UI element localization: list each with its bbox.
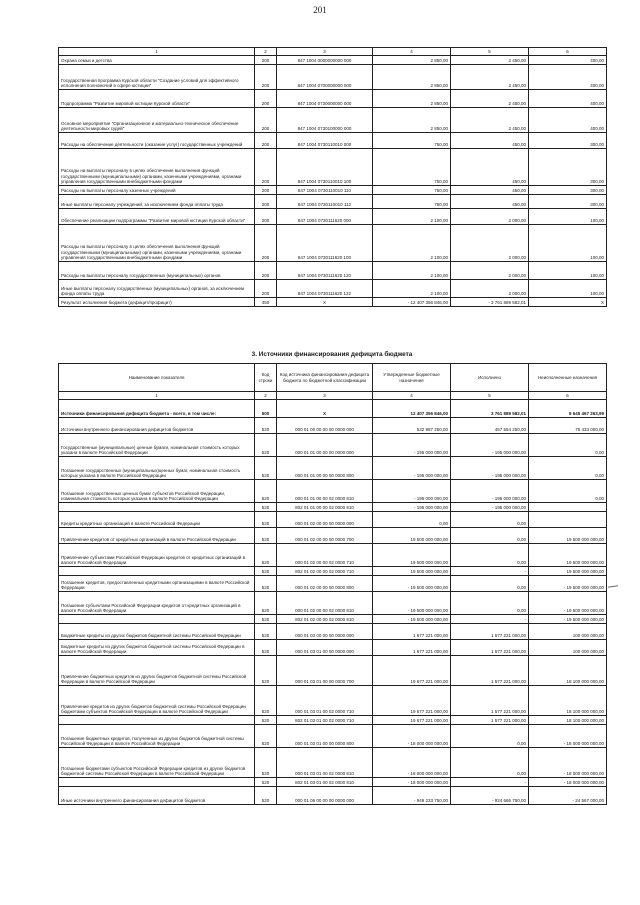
row-code: 520 <box>255 503 277 512</box>
column-header: Исполнено <box>451 364 529 392</box>
row-executed: 450,00 <box>451 133 529 149</box>
row-approved: 2 100,00 <box>373 280 451 298</box>
row-name: Иные источники внутреннего финансирования дефицитов бюджетов <box>59 787 255 805</box>
row-unexecuted: 100,00 <box>529 262 607 280</box>
row-class-code: 847 1004 0730110010 112 <box>277 195 373 209</box>
row-executed: - 924 666 750,00 <box>451 787 529 805</box>
row-code: 200 <box>255 108 277 133</box>
row-class-code: 847 1004 0730100000 000 <box>277 108 373 133</box>
row-executed: 2 450,00 <box>451 90 529 108</box>
row-unexecuted: 400,00 <box>529 90 607 108</box>
header-row <box>59 364 607 392</box>
row-name: Расходы на выплаты персоналу государственных (муниципальных) органов <box>59 262 255 280</box>
table-row <box>59 400 607 418</box>
row-class-code: X <box>277 400 373 418</box>
row-approved: 0,00 <box>373 512 451 528</box>
row-executed: 0,00 <box>451 748 529 778</box>
row-approved: - 195 000 000,00 <box>373 434 451 457</box>
row-name: Расходы на обеспечение деятельности (оказание услуг) государственных учреждений <box>59 133 255 149</box>
row-approved: 2 100,00 <box>373 262 451 280</box>
row-class-code: 000 01 03 01 00 02 0000 710 <box>277 686 373 716</box>
row-name: Источники финансирования дефицита бюджета - всего, в том числе: <box>59 400 255 418</box>
row-executed: 450,00 <box>451 149 529 186</box>
row-code: 520 <box>255 567 277 576</box>
row-approved: 1 677 221 000,00 <box>373 624 451 640</box>
row-approved: 19 500 000 000,00 <box>373 567 451 576</box>
table-row <box>59 544 607 567</box>
row-approved: 12 407 356 846,00 <box>373 400 451 418</box>
row-executed: 1 577 221 000,00 <box>451 656 529 686</box>
row-class-code: 802 01 03 01 00 02 0000 710 <box>277 716 373 725</box>
row-executed: 1 577 221 000,00 <box>451 716 529 725</box>
row-class-code: 847 1004 0000000000 000 <box>277 56 373 65</box>
row-unexecuted: 18 100 000 000,00 <box>529 686 607 716</box>
row-code: 520 <box>255 640 277 656</box>
row-unexecuted: - 18 000 000 000,00 <box>529 778 607 787</box>
row-class-code: 000 01 01 00 00 00 0000 000 <box>277 434 373 457</box>
row-approved: - 19 500 000 000,00 <box>373 592 451 615</box>
table-row <box>59 748 607 778</box>
table-row <box>59 195 607 209</box>
row-approved: - 18 000 000 000,00 <box>373 778 451 787</box>
row-code: 520 <box>255 787 277 805</box>
row-unexecuted: 400,00 <box>529 65 607 90</box>
row-code: 200 <box>255 209 277 225</box>
row-approved: 19 677 221 000,00 <box>373 656 451 686</box>
row-code: 500 <box>255 400 277 418</box>
row-name <box>59 503 255 512</box>
row-approved: 2 100,00 <box>373 225 451 262</box>
row-unexecuted: 0,00 <box>529 457 607 480</box>
row-code: 200 <box>255 262 277 280</box>
table-row <box>59 298 607 307</box>
table-row <box>59 528 607 544</box>
row-executed: 2 000,00 <box>451 225 529 262</box>
row-name: Иные выплаты персоналу учреждений, за исключением фонда оплаты труда <box>59 195 255 209</box>
table-row <box>59 225 607 262</box>
row-code: 520 <box>255 418 277 434</box>
row-class-code: 802 01 02 00 00 02 0000 710 <box>277 567 373 576</box>
row-executed: - 195 000 000,00 <box>451 503 529 512</box>
row-approved: - 195 000 000,00 <box>373 457 451 480</box>
row-approved: 750,00 <box>373 133 451 149</box>
row-unexecuted: 19 500 000 000,00 <box>529 544 607 567</box>
row-name <box>59 778 255 787</box>
row-approved: 2 850,00 <box>373 65 451 90</box>
column-numbers-row <box>59 392 607 400</box>
column-number: 1 <box>59 48 255 56</box>
row-name: Погашение субъектами Российской Федерации кредитов от кредитных организаций в валюте Российской Федерации <box>59 592 255 615</box>
row-executed: 1 577 221 000,00 <box>451 686 529 716</box>
row-code: 520 <box>255 748 277 778</box>
row-code: 520 <box>255 716 277 725</box>
row-executed: 0,00 <box>451 544 529 567</box>
row-unexecuted: - 24 567 000,00 <box>529 787 607 805</box>
row-class-code: 847 1004 0730111620 100 <box>277 225 373 262</box>
row-class-code: 000 01 03 01 00 00 0000 700 <box>277 656 373 686</box>
row-code: 520 <box>255 615 277 624</box>
row-name <box>59 615 255 624</box>
row-name: Подпрограмма "Развитие мировой юстиции Курской области" <box>59 90 255 108</box>
row-name: Погашение кредитов, предоставленных кредитными организациями в валюте Российской Федерации <box>59 576 255 592</box>
row-approved: 1 677 221 000,00 <box>373 640 451 656</box>
row-unexecuted: - 19 500 000 000,00 <box>529 592 607 615</box>
row-approved: 750,00 <box>373 149 451 186</box>
row-class-code: 802 01 01 00 00 02 0000 810 <box>277 503 373 512</box>
row-unexecuted: - 19 500 000 000,00 <box>529 576 607 592</box>
row-name: Охрана семьи и детства <box>59 56 255 65</box>
row-class-code: 000 01 03 01 00 02 0000 810 <box>277 748 373 778</box>
table-row <box>59 133 607 149</box>
row-name: Расходы на выплаты персоналу казенных учреждений <box>59 186 255 195</box>
row-approved: 750,00 <box>373 186 451 195</box>
row-code: 200 <box>255 225 277 262</box>
row-code: 520 <box>255 544 277 567</box>
table-row <box>59 787 607 805</box>
row-executed: 450,00 <box>451 195 529 209</box>
column-header: Код источника финансирования дефицита бюджета по бюджетной классификации <box>277 364 373 392</box>
row-executed: - <box>451 778 529 787</box>
column-header: Утвержденные бюджетные назначения <box>373 364 451 392</box>
row-name: Иные выплаты персоналу государственных (муниципальных) органов, за исключением фонда оплаты труда <box>59 280 255 298</box>
row-approved: 2 850,00 <box>373 56 451 65</box>
row-name: Привлечение субъектами Российской Федерации кредитов от кредитных организаций в валюте Российской Федерации <box>59 544 255 567</box>
row-code: 520 <box>255 480 277 503</box>
row-class-code: 847 1004 0730111620 000 <box>277 209 373 225</box>
table-row <box>59 512 607 528</box>
row-name: Погашение бюджетных кредитов, полученных из других бюджетов бюджетной системы Российской Федерации в валюте Российской Федерации <box>59 725 255 748</box>
row-executed: - 195 000 000,00 <box>451 434 529 457</box>
row-approved: 2 850,00 <box>373 108 451 133</box>
row-class-code: 000 01 03 01 00 00 0000 800 <box>277 725 373 748</box>
row-unexecuted: - 18 000 000 000,00 <box>529 748 607 778</box>
row-class-code: 000 01 03 01 00 00 0000 000 <box>277 640 373 656</box>
row-executed: 1 577 221 000,00 <box>451 624 529 640</box>
row-code: 200 <box>255 56 277 65</box>
row-name: Расходы на выплаты персоналу в целях обеспечения выполнения функций государственными (муниципальными) органами, казенными учреждениями, органами управления государственными внебюджетными фондами <box>59 149 255 186</box>
row-class-code: 847 1004 0730111620 120 <box>277 262 373 280</box>
row-approved: 19 677 221 000,00 <box>373 686 451 716</box>
row-code: 520 <box>255 592 277 615</box>
row-name: Бюджетные кредиты из других бюджетов бюджетной системы Российской Федерации <box>59 624 255 640</box>
row-class-code: 000 01 02 00 00 00 0000 000 <box>277 512 373 528</box>
row-unexecuted <box>529 512 607 528</box>
row-name: Кредиты кредитных организаций в валюте Российской Федерации <box>59 512 255 528</box>
table-row <box>59 108 607 133</box>
row-class-code: 000 01 02 00 00 00 0000 700 <box>277 528 373 544</box>
table-row <box>59 149 607 186</box>
row-name: Бюджетные кредиты из других бюджетов бюджетной системы Российской Федерации в валюте Российской Федерации <box>59 640 255 656</box>
row-name: Обеспечение реализации подпрограммы "Развитие мировой юстиции Курской области" <box>59 209 255 225</box>
row-code: 520 <box>255 528 277 544</box>
table-row <box>59 186 607 195</box>
column-number: 6 <box>529 48 607 56</box>
row-executed: 2 000,00 <box>451 209 529 225</box>
table-row <box>59 778 607 787</box>
row-unexecuted: 400,00 <box>529 108 607 133</box>
row-approved: 2 100,00 <box>373 209 451 225</box>
row-executed: - 3 761 889 582,01 <box>451 298 529 307</box>
row-approved: - 195 000 000,00 <box>373 480 451 503</box>
row-code: 520 <box>255 576 277 592</box>
table-row <box>59 90 607 108</box>
column-number: 2 <box>255 392 277 400</box>
column-numbers-row <box>59 48 607 56</box>
table-row <box>59 434 607 457</box>
row-name: Погашение государственных (муниципальных)ценных бумаг, номинальная стоимость которых указана в валюте Российской Федерации <box>59 457 255 480</box>
row-approved: - 12 407 356 846,00 <box>373 298 451 307</box>
row-approved: 19 500 000 000,00 <box>373 544 451 567</box>
row-class-code: 847 1004 0700000000 000 <box>277 65 373 90</box>
row-unexecuted: 400,00 <box>529 56 607 65</box>
row-unexecuted: - 18 000 000 000,00 <box>529 725 607 748</box>
row-unexecuted: 100,00 <box>529 225 607 262</box>
column-number: 3 <box>277 392 373 400</box>
row-name: Привлечение кредитов из других бюджетов бюджетной системы Российской Федерации бюджетами субъектов Российской Федерации в валюте Российской Федерации <box>59 686 255 716</box>
row-executed: 2 000,00 <box>451 280 529 298</box>
row-class-code: 802 01 03 01 00 02 0000 810 <box>277 778 373 787</box>
table-row <box>59 624 607 640</box>
table-row <box>59 280 607 298</box>
table-row <box>59 262 607 280</box>
row-unexecuted: 19 500 000 000,00 <box>529 528 607 544</box>
table-row <box>59 65 607 90</box>
row-code: 520 <box>255 725 277 748</box>
row-executed: 0,00 <box>451 725 529 748</box>
row-code: 200 <box>255 195 277 209</box>
row-executed: - 195 000 000,00 <box>451 480 529 503</box>
row-code: 520 <box>255 434 277 457</box>
row-code: 520 <box>255 624 277 640</box>
table-row <box>59 716 607 725</box>
row-code: 520 <box>255 778 277 787</box>
row-name: Источники внутреннего финансирования дефицитов бюджетов <box>59 418 255 434</box>
row-approved: - 19 500 000 000,00 <box>373 576 451 592</box>
row-executed: 1 577 221 000,00 <box>451 640 529 656</box>
section-title: 3. Источники финансирования дефицита бюджета <box>251 351 413 358</box>
row-code: 520 <box>255 656 277 686</box>
row-class-code: 000 01 01 00 00 02 0000 810 <box>277 480 373 503</box>
row-unexecuted: 100,00 <box>529 209 607 225</box>
row-name <box>59 567 255 576</box>
row-class-code: 000 01 02 00 00 02 0000 710 <box>277 544 373 567</box>
row-code: 200 <box>255 65 277 90</box>
row-unexecuted: 100 000 000,00 <box>529 640 607 656</box>
column-number: 3 <box>277 48 373 56</box>
row-class-code: 000 01 06 00 00 00 0000 000 <box>277 787 373 805</box>
row-class-code: 847 1004 0730110010 000 <box>277 133 373 149</box>
row-executed: 0,00 <box>451 512 529 528</box>
page-number: 201 <box>313 5 327 15</box>
row-class-code: 000 01 02 00 00 00 0000 800 <box>277 576 373 592</box>
row-unexecuted: X <box>529 298 607 307</box>
row-code: 520 <box>255 512 277 528</box>
row-name: Государственная программа Курской области "Создание условий для эффективного исполнения полномочий в сфере юстиции" <box>59 65 255 90</box>
row-code: 200 <box>255 133 277 149</box>
row-unexecuted: 8 645 467 263,99 <box>529 400 607 418</box>
column-number: 4 <box>373 48 451 56</box>
row-code: 520 <box>255 457 277 480</box>
scan-mark <box>608 585 618 587</box>
row-code: 200 <box>255 186 277 195</box>
table-row <box>59 615 607 624</box>
row-approved: - 19 500 000 000,00 <box>373 615 451 624</box>
table-row <box>59 56 607 65</box>
table-row <box>59 503 607 512</box>
row-approved: 19 677 221 000,00 <box>373 716 451 725</box>
row-name: Погашение бюджетами субъектов Российской Федерации кредитов из других бюджетов бюджетной системы Российской Федерации в валюте Российской Федерации <box>59 748 255 778</box>
row-class-code: X <box>277 298 373 307</box>
table-row <box>59 480 607 503</box>
row-unexecuted: 75 433 000,00 <box>529 418 607 434</box>
row-class-code: 802 01 02 00 00 02 0000 810 <box>277 615 373 624</box>
row-name <box>59 716 255 725</box>
row-class-code: 847 1004 0730110010 110 <box>277 186 373 195</box>
row-executed: 450,00 <box>451 186 529 195</box>
expenditures-table <box>58 47 607 307</box>
row-unexecuted: 300,00 <box>529 186 607 195</box>
row-executed: 457 554 250,00 <box>451 418 529 434</box>
row-unexecuted: 100 000 000,00 <box>529 624 607 640</box>
column-number: 4 <box>373 392 451 400</box>
table-row <box>59 640 607 656</box>
table-row <box>59 686 607 716</box>
row-name: Основное мероприятие "Организационное и материально-техническое обеспечение деятельности мировых судей" <box>59 108 255 133</box>
row-class-code: 000 01 03 00 00 00 0000 000 <box>277 624 373 640</box>
column-header: Код строки <box>255 364 277 392</box>
column-number: 1 <box>59 392 255 400</box>
row-unexecuted: 300,00 <box>529 149 607 186</box>
row-code: 450 <box>255 298 277 307</box>
row-name: Привлечение кредитов от кредитных организаций в валюте Российской Федерации <box>59 528 255 544</box>
row-name: Погашение государственных ценных бумаг субъектов Российской Федерации, номинальная стоимость которых указана в валюте Российской Федерации <box>59 480 255 503</box>
row-code: 520 <box>255 686 277 716</box>
row-approved: 532 987 250,00 <box>373 418 451 434</box>
row-executed: 2 450,00 <box>451 108 529 133</box>
column-number: 2 <box>255 48 277 56</box>
row-approved: 2 850,00 <box>373 90 451 108</box>
row-name: Привлечение бюджетных кредитов из других бюджетов бюджетной системы Российской Федерации в валюте Российской Федерации <box>59 656 255 686</box>
row-executed: - <box>451 615 529 624</box>
row-name: Результат исполнения бюджета (дефицит/профицит) <box>59 298 255 307</box>
row-code: 200 <box>255 90 277 108</box>
row-executed: 0,00 <box>451 592 529 615</box>
row-executed: - <box>451 567 529 576</box>
row-executed: 2 450,00 <box>451 56 529 65</box>
table-row <box>59 725 607 748</box>
row-unexecuted: 0,00 <box>529 434 607 457</box>
row-approved: 750,00 <box>373 195 451 209</box>
row-unexecuted: 0,00 <box>529 480 607 503</box>
column-number: 5 <box>451 48 529 56</box>
row-unexecuted: - 19 500 000 000,00 <box>529 615 607 624</box>
row-approved: - 18 000 000 000,00 <box>373 725 451 748</box>
row-executed: 0,00 <box>451 576 529 592</box>
table-row <box>59 567 607 576</box>
row-approved: - 949 233 750,00 <box>373 787 451 805</box>
row-class-code: 000 01 01 00 00 00 0000 800 <box>277 457 373 480</box>
row-executed: 2 000,00 <box>451 262 529 280</box>
row-class-code: 847 1004 0730111620 122 <box>277 280 373 298</box>
row-unexecuted: 18 100 000 000,00 <box>529 656 607 686</box>
table-row <box>59 592 607 615</box>
deficit-sources-table <box>58 363 607 805</box>
table-row <box>59 656 607 686</box>
row-class-code: 000 01 00 00 00 00 0000 000 <box>277 418 373 434</box>
row-code: 200 <box>255 280 277 298</box>
row-executed: 2 450,00 <box>451 65 529 90</box>
table-row <box>59 209 607 225</box>
row-class-code: 847 1004 0730000000 000 <box>277 90 373 108</box>
row-class-code: 000 01 02 00 00 02 0000 810 <box>277 592 373 615</box>
row-executed: 0,00 <box>451 528 529 544</box>
row-code: 200 <box>255 149 277 186</box>
row-approved: 19 500 000 000,00 <box>373 528 451 544</box>
row-unexecuted: 19 500 000 000,00 <box>529 567 607 576</box>
row-executed: - 195 000 000,00 <box>451 457 529 480</box>
row-unexecuted: 300,00 <box>529 133 607 149</box>
row-unexecuted: 100,00 <box>529 280 607 298</box>
row-unexecuted: 18 100 000 000,00 <box>529 716 607 725</box>
row-approved: - 18 000 000 000,00 <box>373 748 451 778</box>
column-number: 5 <box>451 392 529 400</box>
table-row <box>59 457 607 480</box>
row-unexecuted: 300,00 <box>529 195 607 209</box>
row-name: Государственные (муниципальные) ценные бумаги, номинальная стоимость которых указана в валюте Российской Федерации <box>59 434 255 457</box>
table-row <box>59 418 607 434</box>
row-unexecuted <box>529 503 607 512</box>
row-executed: 3 761 889 582,01 <box>451 400 529 418</box>
row-name: Расходы на выплаты персоналу в целях обеспечения выполнения функций государственными (муниципальными) органами, казенными учреждениями, органами управления государственными внебюджетными фондами <box>59 225 255 262</box>
row-approved: - 195 000 000,00 <box>373 503 451 512</box>
column-header: Неисполненные назначения <box>529 364 607 392</box>
row-class-code: 847 1004 0730110010 100 <box>277 149 373 186</box>
table-row <box>59 576 607 592</box>
column-number: 6 <box>529 392 607 400</box>
column-header: Наименование показателя <box>59 364 255 392</box>
